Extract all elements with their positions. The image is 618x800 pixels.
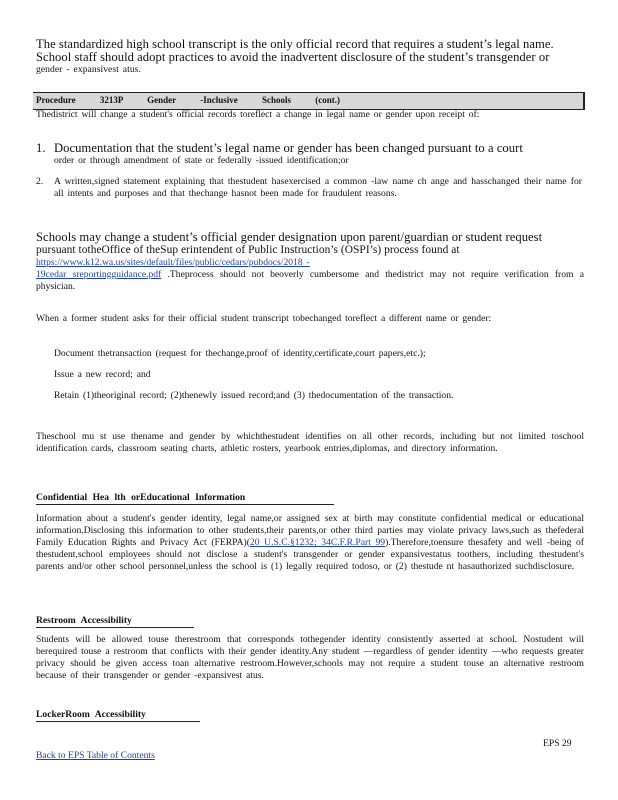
ospi-lead: Schools may change a student’s official gender designation upon parent/guardian or student request bbox=[36, 230, 543, 244]
bullet-item-3: Retain (1)theoriginal record; (2)thenewly issued record;and (3) thedocumentation of the transaction. bbox=[54, 390, 454, 401]
confidential-paragraph bbox=[36, 513, 584, 573]
confidential-text-post: ).Therefore,toensure thesafety and well -being of thestudent,school employees should not disclose a student's transgender or gender expansivestatus toothers, including thestudent's parents and/or other school personnel,unless the school is (1) legally required todoso, or (2) thestude nt hasauthorized suchdisclosure. bbox=[36, 537, 585, 572]
ospi-paragraph bbox=[36, 231, 584, 293]
district-paragraph: Thedistrict will change a student's official records toreflect a change in legal name or gender upon receipt of: bbox=[36, 109, 480, 120]
ospi-line-2: pursuant totheOffice of theSup erintendent of Public Instruction’s (OSPI’s) process found at bbox=[36, 244, 460, 256]
list-item-1-rest: order or through amendment of state or federally -issued identification;or bbox=[54, 155, 349, 166]
locker-room-heading: LockerRoom Accessibility bbox=[36, 709, 146, 720]
procedure-header-label: Procedure 3213P Gender -Inclusive Schools (cont.) bbox=[36, 95, 340, 105]
list-item-1 bbox=[54, 142, 582, 167]
intro-line: The standardized high school transcript is the only official record that requires a student’s legal name. bbox=[36, 37, 554, 51]
locker-room-heading-underline bbox=[36, 721, 200, 722]
bullet-item-2: Issue a new record; and bbox=[54, 369, 151, 380]
restroom-heading: Restroom Accessibility bbox=[36, 615, 132, 626]
restroom-heading-underline bbox=[36, 627, 194, 628]
confidential-heading-underline bbox=[36, 504, 334, 505]
list-number: 1. bbox=[36, 141, 46, 155]
restroom-paragraph: Students will be allowed touse therestroom that corresponds tothegender identity consistently asserted at school. Nostudent will berequired touse a restroom that conflicts with their gender identity.Any student —regardless of gender identity —who requests greater privacy should be given access toan alternative restroom.However,schools may not require a student touse an alternative restroom because of their transgender or gender -expansivest atus. bbox=[36, 634, 584, 681]
confidential-heading: Confidential Hea lth orEducational Information bbox=[36, 492, 246, 503]
ospi-rest: .Theprocess should not beoverly cumbersome and thedistrict may not require verification from a physician. bbox=[36, 269, 584, 292]
page-number: EPS 29 bbox=[543, 738, 572, 749]
list-item-2: A written,signed statement explaining that thestudent hasexercised a common -law name ch ange and hasschanged their name for all intents and purposes and that thechange hasnot been made for fraudulent reasons. bbox=[54, 176, 582, 199]
header-bar-edge bbox=[583, 92, 585, 110]
intro-last-line: gender - expansivest atus. bbox=[36, 64, 141, 75]
intro-line: School staff should adopt practices to avoid the inadvertent disclosure of the student’s transgender or bbox=[36, 50, 550, 64]
procedure-header-bar bbox=[33, 92, 583, 110]
bullet-item-1: Document thetransaction (request for thechange,proof of identity,certificate,court papers,etc.); bbox=[54, 348, 426, 359]
confidential-text-pre: Information about a student's gender identity, legal name,or assigned sex at birth may constitute confidential medical or educational information.Disclosing this information to other students,their parents,or other third parties may violate privacy laws,such as thefederal Family Education Rights and Privacy Act (FERPA)( bbox=[36, 513, 584, 548]
ferpa-citation-link[interactable]: 20 U.S.C.§1232; 34C.F.R.Part 99 bbox=[249, 537, 386, 548]
school-records-paragraph: Theschool mu st use thename and gender by whichthestudent identifies on all other records, including but not limited toschool identification cards, classroom seating charts, athletic rosters, yearbook entries,diplomas, and directory information. bbox=[36, 431, 584, 454]
list-item-1-lead: Documentation that the student’s legal name or gender has been changed pursuant to a court bbox=[54, 141, 523, 155]
list-number: 2. bbox=[36, 176, 44, 187]
former-student-paragraph: When a former student asks for their official student transcript tobechanged toreflect a different name or gender: bbox=[36, 313, 492, 324]
back-to-toc-link[interactable]: Back to EPS Table of Contents bbox=[36, 750, 155, 761]
cedars-guidance-link[interactable]: https://www.k12.wa.us/sites/default/files/public/cedars/pubdocs/2018 - bbox=[36, 257, 310, 268]
cedars-guidance-link-cont[interactable]: 19cedar sreportingguidance.pdf bbox=[36, 269, 162, 280]
intro-paragraph bbox=[36, 38, 584, 76]
